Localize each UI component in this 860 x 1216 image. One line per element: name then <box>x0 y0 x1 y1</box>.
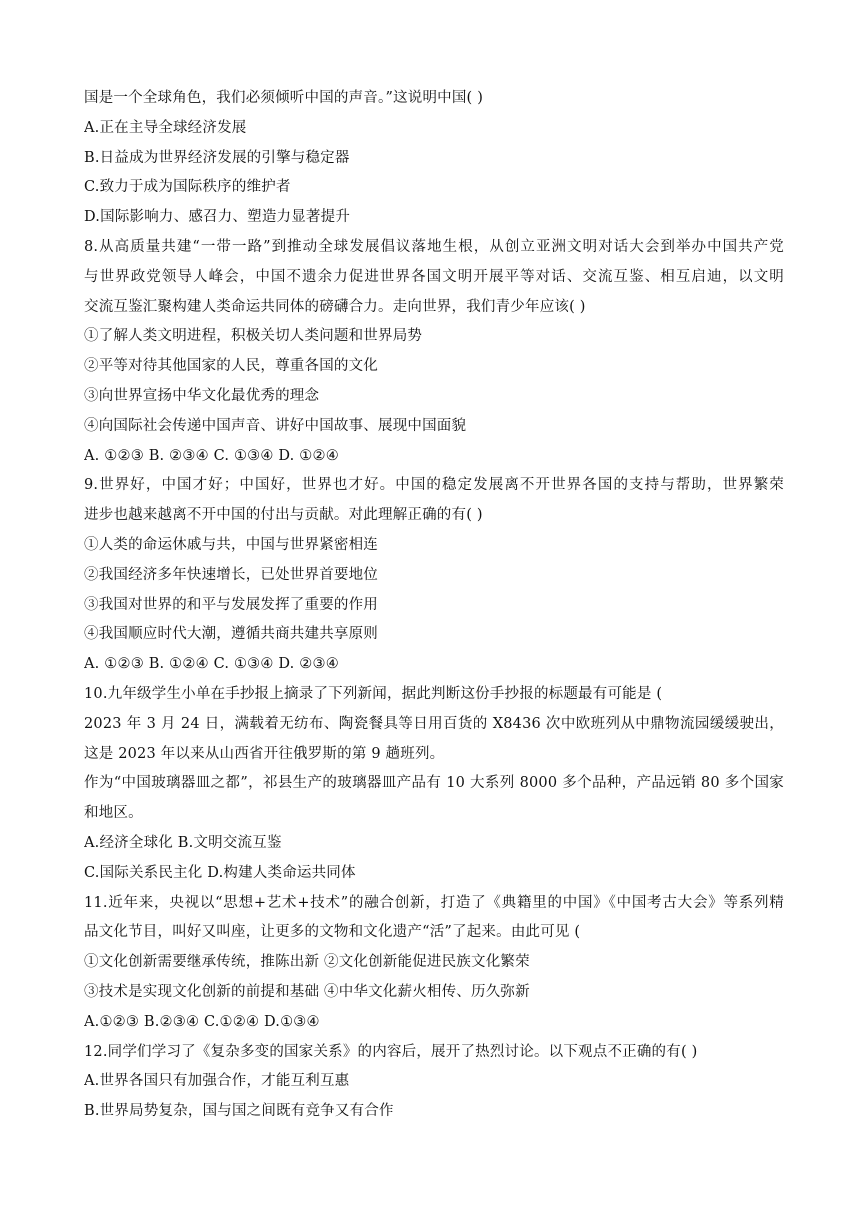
text-line: 2023 年 3 月 24 日，满载着无纺布、陶瓷餐具等日用百货的 X8436 次中欧班列从中鼎物流园缓缓驶出， <box>84 715 784 732</box>
text-line: A. ①②③ B. ②③④ C. ①③④ D. ①②④ <box>84 447 339 464</box>
document-page <box>84 84 784 1127</box>
text-line: C.国际关系民主化 D.构建人类命运共同体 <box>84 864 356 881</box>
text-line: B.世界局势复杂，国与国之间既有竞争又有合作 <box>84 1103 394 1120</box>
text-line: 作为“中国玻璃器皿之都”，祁县生产的玻璃器皿产品有 10 大系列 8000 多个品种，产品远销 80 多个国家 <box>84 775 784 792</box>
text-line: ①人类的命运休戚与共，中国与世界紧密相连 <box>84 536 378 553</box>
text-line: C.致力于成为国际秩序的维护者 <box>84 179 291 196</box>
text-line: B.日益成为世界经济发展的引擎与稳定器 <box>84 149 350 166</box>
text-line: ②平等对待其他国家的人民，尊重各国的文化 <box>84 358 378 375</box>
text-line: ③我国对世界的和平与发展发挥了重要的作用 <box>84 596 378 613</box>
text-line: ③向世界宣扬中华文化最优秀的理念 <box>84 387 320 404</box>
text-line: 这是 2023 年以来从山西省开往俄罗斯的第 9 趟班列。 <box>84 745 445 762</box>
text-line: 9.世界好，中国才好；中国好，世界也才好。中国的稳定发展离不开世界各国的支持与帮助，世界繁荣 <box>84 477 784 494</box>
text-line: ④向国际社会传递中国声音、讲好中国故事、展现中国面貌 <box>84 417 467 434</box>
text-line: 和地区。 <box>84 805 143 822</box>
text-line: 与世界政党领导人峰会，中国不遗余力促进世界各国文明开展平等对话、交流互鉴、相互启迪，以文明 <box>84 268 784 285</box>
text-line: ②我国经济多年快速增长，已处世界首要地位 <box>84 566 378 583</box>
text-line: 12.同学们学习了《复杂多变的国家关系》的内容后，展开了热烈讨论。以下观点不正确的有( ) <box>84 1043 698 1060</box>
text-line: A.世界各国只有加强合作，才能互利互惠 <box>84 1073 350 1090</box>
text-line: A.正在主导全球经济发展 <box>84 119 247 136</box>
text-line: 国是一个全球角色，我们必须倾听中国的声音。”这说明中国( ) <box>84 90 484 106</box>
text-line: 进步也越来越离不开中国的付出与贡献。对此理解正确的有( ) <box>84 507 483 524</box>
text-line: ①了解人类文明进程，积极关切人类问题和世界局势 <box>84 328 423 345</box>
text-line: A.①②③ B.②③④ C.①②④ D.①③④ <box>84 1013 320 1030</box>
text-line: 11.近年来，央视以“思想+艺术+技术”的融合创新，打造了《典籍里的中国》《中国考古大会》等系列精 <box>84 894 784 911</box>
text-line: 品文化节目，叫好又叫座，让更多的文物和文化遗产“活”了起来。由此可见 ( <box>84 924 581 941</box>
text-line: D.国际影响力、感召力、塑造力显著提升 <box>84 209 351 226</box>
text-line: ④我国顺应时代大潮，遵循共商共建共享原则 <box>84 626 378 643</box>
text-line: ①文化创新需要继承传统，推陈出新 ②文化创新能促进民族文化繁荣 <box>84 954 530 971</box>
text-line: 10.九年级学生小单在手抄报上摘录了下列新闻，据此判断这份手抄报的标题最有可能是 ( <box>84 685 663 702</box>
text-line: 8.从高质量共建“一带一路”到推动全球发展倡议落地生根，从创立亚洲文明对话大会到举办中国共产党 <box>84 238 784 255</box>
text-line: A.经济全球化 B.文明交流互鉴 <box>84 834 282 851</box>
text-line: 交流互鉴汇聚构建人类命运共同体的磅礴合力。走向世界，我们青少年应该( ) <box>84 298 586 315</box>
text-line: ③技术是实现文化创新的前提和基础 ④中华文化薪火相传、历久弥新 <box>84 983 530 1000</box>
text-line: A. ①②③ B. ①②④ C. ①③④ D. ②③④ <box>84 656 339 673</box>
